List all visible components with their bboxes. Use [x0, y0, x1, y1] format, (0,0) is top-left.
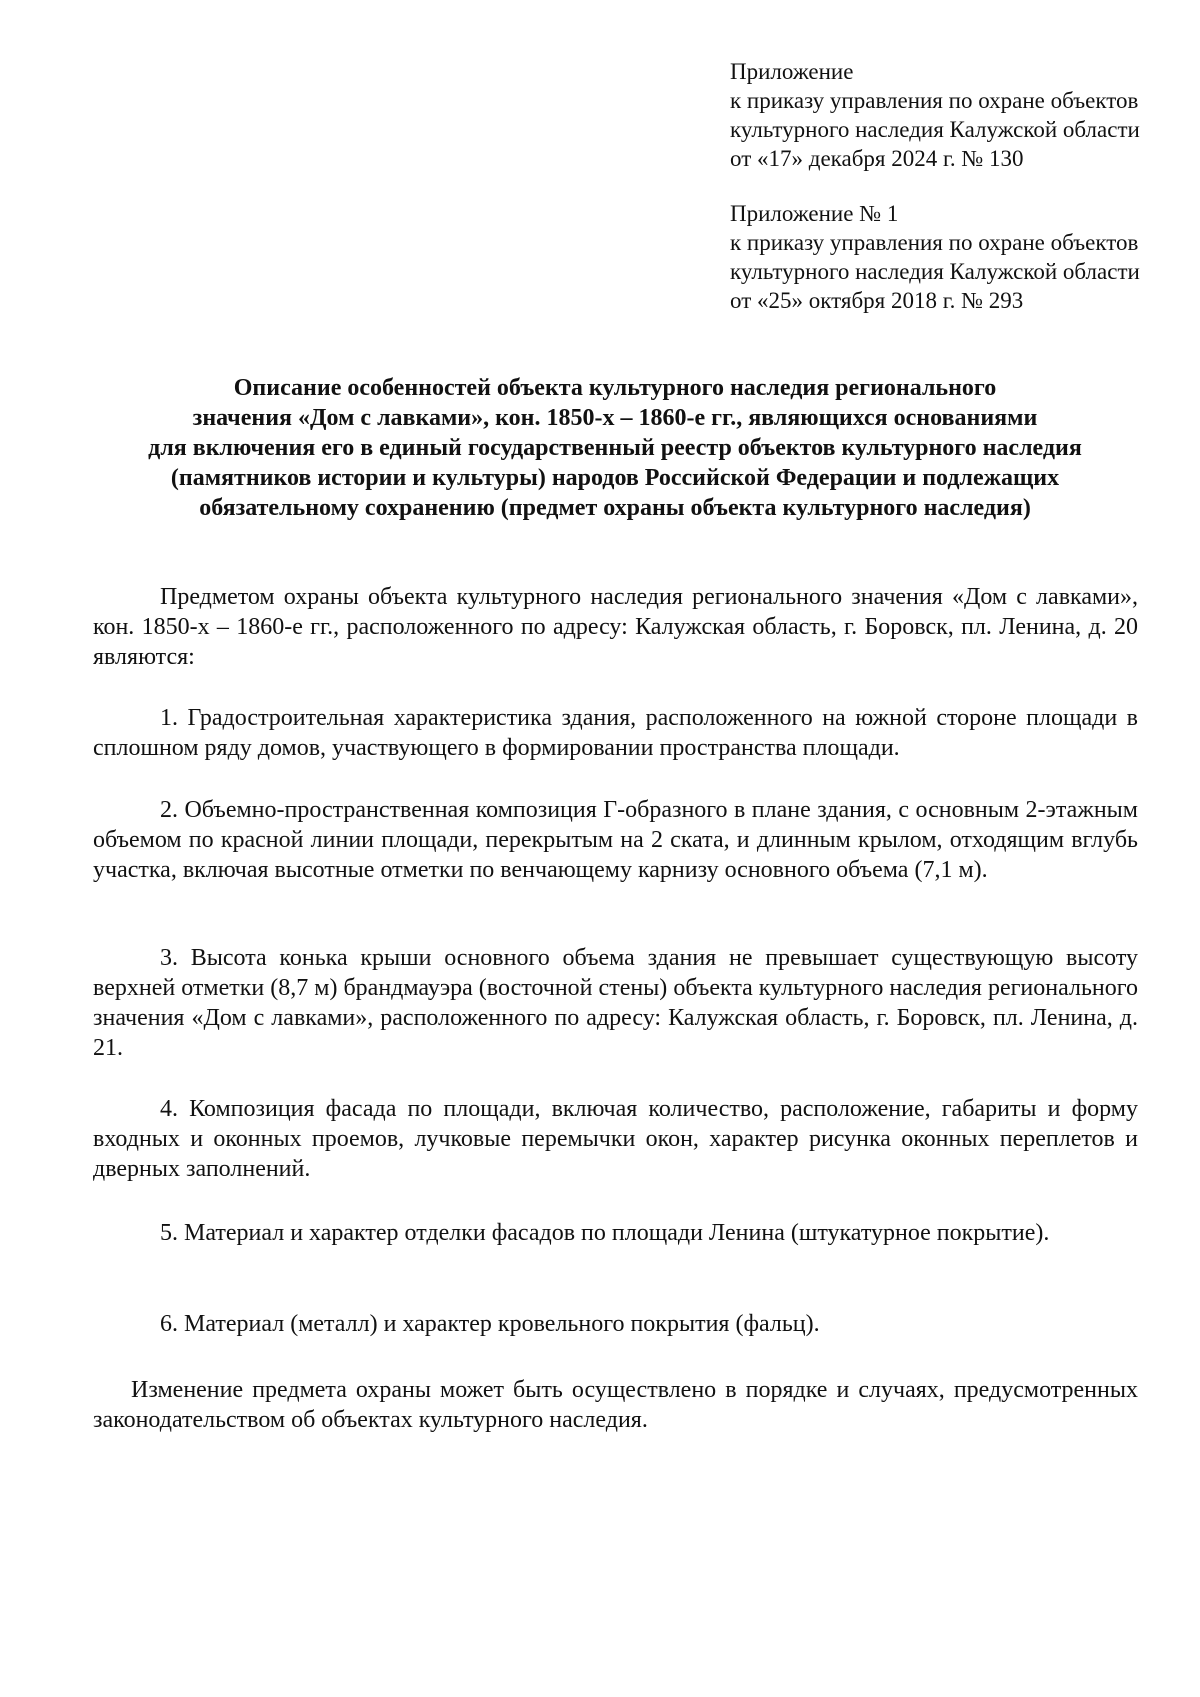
document-title [90, 373, 1140, 523]
intro-paragraph: Предметом охраны объекта культурного наследия регионального значения «Дом с лавками», кон. 1850-х – 1860-е гг., расположенного по адресу: Калужская область, г. Боровск, пл. Ленина, д. 20 являются: [93, 584, 1138, 670]
title-line: (памятников истории и культуры) народов Российской Федерации и подлежащих [170, 465, 1060, 491]
protection-item-6: 6. Материал (металл) и характер кровельного покрытия (фальц). [160, 1311, 820, 1337]
protection-item-1: 1. Градостроительная характеристика здания, расположенного на южной стороне площади в сплошном ряду домов, участвующего в формировании пространства площади. [93, 705, 1138, 761]
title-line: значения «Дом с лавками», кон. 1850-х – 1860-е гг., являющихся основаниями [192, 405, 1038, 431]
appendix-label: Приложение [730, 59, 854, 84]
appendix-department: культурного наследия Калужской области [730, 259, 1140, 284]
protection-item-3: 3. Высота конька крыши основного объема здания не превышает существующую высоту верхней отметки (8,7 м) брандмауэра (восточной стены) объекта культурного наследия регионального значения «Дом с лавками», расположенного по адресу: Калужская область, г. Боровск, пл. Ленина, д. 21. [93, 945, 1138, 1061]
appendix-date-number: от «17» декабря 2024 г. № 130 [730, 146, 1024, 171]
appendix-order-ref: к приказу управления по охране объектов [730, 230, 1139, 255]
appendix-order-ref: к приказу управления по охране объектов [730, 88, 1139, 113]
title-line: обязательному сохранению (предмет охраны объекта культурного наследия) [199, 495, 1031, 521]
appendix-header-current [730, 57, 1180, 173]
appendix-label: Приложение № 1 [730, 201, 899, 226]
closing-paragraph: Изменение предмета охраны может быть осуществлено в порядке и случаях, предусмотренных законодательством об объектах культурного наследия. [93, 1377, 1138, 1433]
appendix-date-number: от «25» октября 2018 г. № 293 [730, 288, 1024, 313]
protection-item-2: 2. Объемно-пространственная композиция Г-образного в плане здания, с основным 2-этажным объемом по красной линии площади, перекрытым на 2 ската, и длинным крылом, отходящим вглубь участка, включая высотные отметки по венчающему карнизу основного объема (7,1 м). [93, 797, 1138, 883]
protection-item-5: 5. Материал и характер отделки фасадов по площади Ленина (штукатурное покрытие). [160, 1220, 1050, 1246]
protection-item-4: 4. Композиция фасада по площади, включая количество, расположение, габариты и форму входных и оконных проемов, лучковые перемычки окон, характер рисунка оконных переплетов и дверных заполнений. [93, 1096, 1138, 1182]
title-line: Описание особенностей объекта культурного наследия регионального [233, 375, 997, 401]
title-line: для включения его в единый государственный реестр объектов культурного наследия [148, 435, 1082, 461]
appendix-header-original [730, 199, 1180, 315]
appendix-department: культурного наследия Калужской области [730, 117, 1140, 142]
